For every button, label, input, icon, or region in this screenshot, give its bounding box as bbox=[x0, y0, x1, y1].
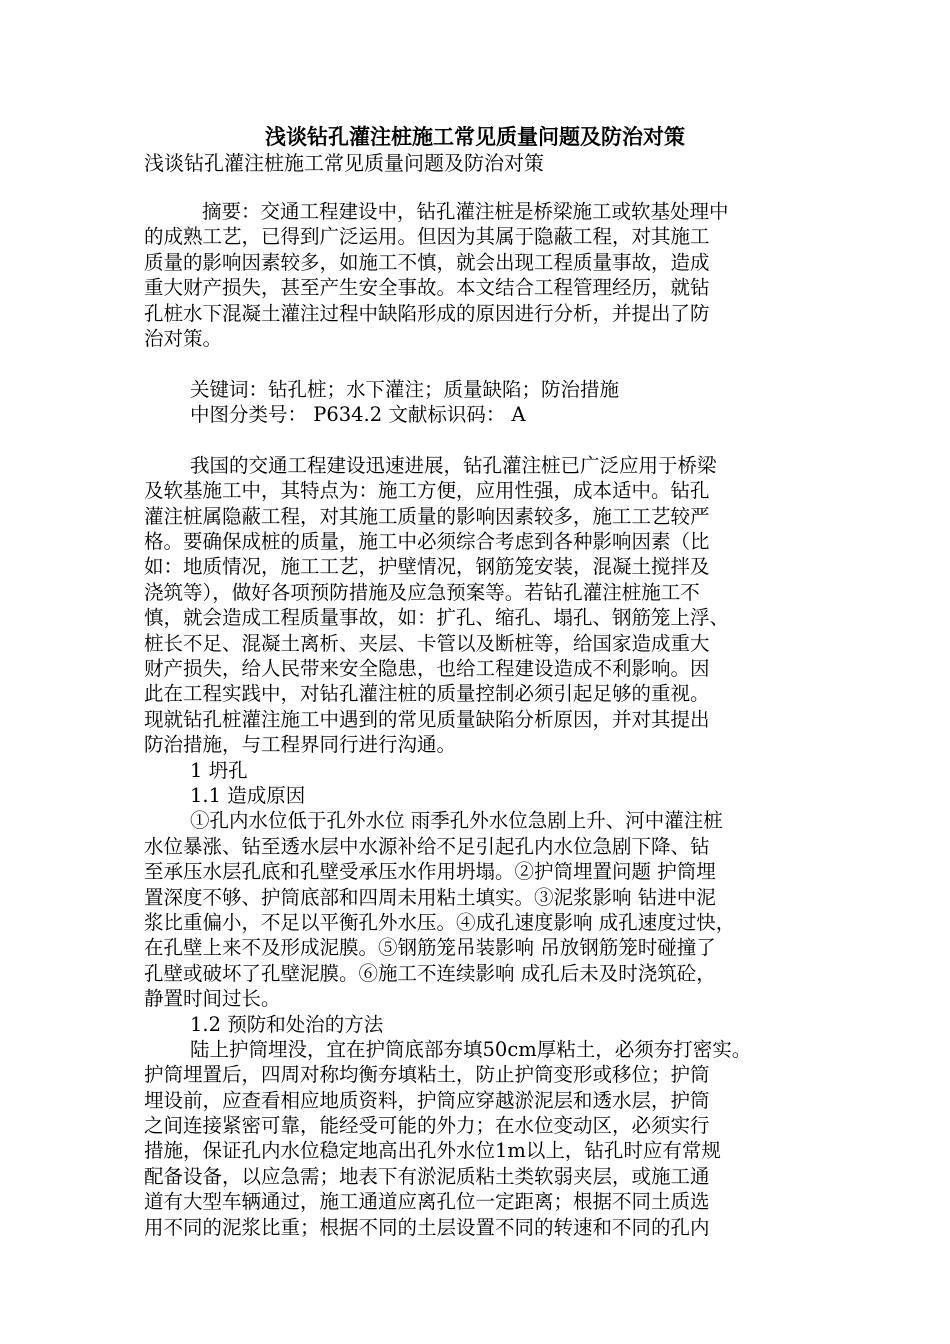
abstract-line: 治对策。 bbox=[144, 326, 223, 350]
intro-line: 防治措施，与工程界同行进行沟通。 bbox=[144, 733, 457, 757]
abstract-line: 孔桩水下混凝土灌注过程中缺陷形成的原因进行分析，并提出了防 bbox=[144, 301, 710, 325]
intro-line: 格。要确保成桩的质量，施工中必须综合考虑到各种影响因素（比 bbox=[144, 530, 710, 554]
intro-line: 此在工程实践中，对钻孔灌注桩的质量控制必须引起足够的重视。 bbox=[144, 682, 710, 706]
intro-line: 如：地质情况，施工工艺，护壁情况，钢筋笼安装，混凝土搅拌及 bbox=[144, 555, 710, 579]
intro-line: 慎，就会造成工程质量事故，如：扩孔、缩孔、塌孔、钢筋笼上浮、 bbox=[144, 606, 730, 630]
subsection-heading: 1.2 预防和处治的方法 bbox=[190, 1012, 384, 1036]
intro-paragraph bbox=[144, 453, 824, 758]
methods-line: 埋设前，应查看相应地质资料，护筒应穿越淤泥层和透水层，护筒 bbox=[144, 1088, 710, 1112]
intro-line: 现就钻孔桩灌注施工中遇到的常见质量缺陷分析原因，并对其提出 bbox=[144, 707, 710, 731]
methods-line: 用不同的泥浆比重；根据不同的土层设置不同的转速和不同的孔内 bbox=[144, 1215, 710, 1239]
causes-line: 至承压水层孔底和孔壁受承压水作用坍塌。②护筒埋置问题 护筒埋 bbox=[144, 860, 716, 884]
intro-line: 及软基施工中，其特点为：施工方便，应用性强，成本适中。钻孔 bbox=[144, 479, 710, 503]
intro-line: 我国的交通工程建设迅速进展，钻孔灌注桩已广泛应用于桥梁 bbox=[190, 453, 717, 477]
document-body bbox=[144, 199, 824, 1240]
section-heading: 1 坍孔 bbox=[190, 758, 248, 782]
abstract-line: 重大财产损失，甚至产生安全事故。本文结合工程管理经历，就钻 bbox=[144, 276, 710, 300]
methods-line: 之间连接紧密可靠，能经受可能的外力；在水位变动区，必须实行 bbox=[144, 1114, 710, 1138]
spacer bbox=[144, 351, 824, 376]
causes-line: 在孔壁上来不及形成泥膜。⑤钢筋笼吊装影响 吊放钢筋笼时碰撞了 bbox=[144, 936, 716, 960]
subsection-heading: 1.1 造成原因 bbox=[190, 783, 306, 807]
classification-line: 中图分类号： P634.2 文献标识码： A bbox=[190, 403, 526, 427]
causes-line: 浆比重偏小，不足以平衡孔外水压。④成孔速度影响 成孔速度过快， bbox=[144, 910, 736, 934]
abstract-line: 质量的影响因素较多，如施工不慎，就会出现工程质量事故，造成 bbox=[144, 250, 710, 274]
keywords-line: 关键词：钻孔桩；水下灌注；质量缺陷；防治措施 bbox=[190, 377, 620, 401]
causes-line: 置深度不够、护筒底部和四周未用粘土填实。③泥浆影响 钻进中泥 bbox=[144, 885, 716, 909]
causes-paragraph bbox=[144, 808, 824, 1011]
causes-line: 水位暴涨、钻至透水层中水源补给不足引起孔内水位急剧下降、钻 bbox=[144, 834, 710, 858]
document-subtitle: 浅谈钻孔灌注桩施工常见质量问题及防治对策 bbox=[144, 151, 544, 175]
intro-line: 浇筑等），做好各项预防措施及应急预案等。若钻孔灌注桩施工不 bbox=[144, 580, 700, 604]
methods-line: 配备设备，以应急需；地表下有淤泥质粘土类软弱夹层，或施工通 bbox=[144, 1164, 710, 1188]
abstract-line: 的成熟工艺，已得到广泛运用。但因为其属于隐蔽工程，对其施工 bbox=[144, 225, 710, 249]
methods-line: 陆上护筒埋没，宜在护筒底部夯填50cm厚粘土，必须夯打密实。 bbox=[190, 1037, 752, 1061]
document-title: 浅谈钻孔灌注桩施工常见质量问题及防治对策 bbox=[265, 124, 685, 149]
methods-line: 措施，保证孔内水位稳定地高出孔外水位1m以上，钻孔时应有常规 bbox=[144, 1139, 721, 1163]
abstract-line: 摘要：交通工程建设中，钻孔灌注桩是桥梁施工或软基处理中 bbox=[202, 200, 729, 223]
intro-line: 灌注桩属隐蔽工程，对其施工质量的影响因素较多，施工工艺较严 bbox=[144, 504, 710, 528]
intro-line: 财产损失，给人民带来安全隐患，也给工程建设造成不利影响。因 bbox=[144, 657, 710, 681]
causes-line: 孔壁或破坏了孔壁泥膜。⑥施工不连续影响 成孔后未及时浇筑砼， bbox=[144, 961, 716, 985]
spacer bbox=[144, 428, 824, 453]
methods-line: 道有大型车辆通过，施工通道应离孔位一定距离；根据不同土质选 bbox=[144, 1190, 710, 1214]
causes-line: ①孔内水位低于孔外水位 雨季孔外水位急剧上升、河中灌注桩 bbox=[190, 809, 723, 833]
intro-line: 桩长不足、混凝土离析、夹层、卡管以及断桩等，给国家造成重大 bbox=[144, 631, 710, 655]
methods-line: 护筒埋置后，四周对称均衡夯填粘土，防止护筒变形或移位；护筒 bbox=[144, 1063, 710, 1087]
methods-paragraph bbox=[144, 1037, 824, 1240]
causes-line: 静置时间过长。 bbox=[144, 987, 281, 1011]
abstract-paragraph bbox=[144, 199, 824, 351]
